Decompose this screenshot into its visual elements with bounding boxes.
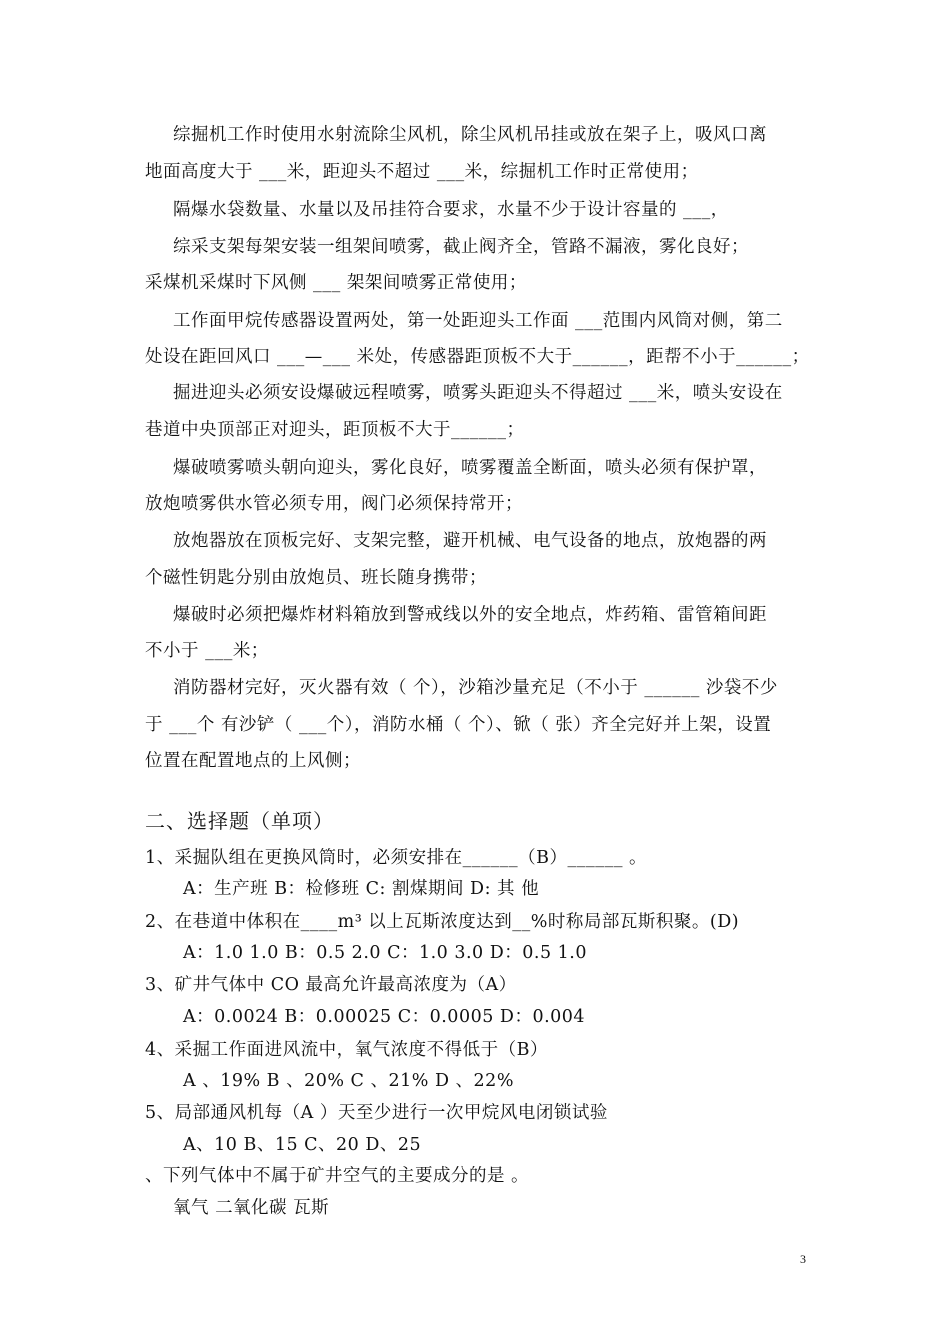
paragraph-line-3: 隔爆水袋数量、水量以及吊挂符合要求，水量不少于设计容量的 ___， <box>173 200 729 220</box>
paragraph-line-6: 工作面甲烷传感器设置两处，第一处距迎头工作面 ___范围内风筒对侧，第二 <box>173 311 783 331</box>
paragraph-line-4: 综采支架每架安装一组架间喷雾，截止阀齐全，管路不漏液，雾化良好； <box>173 237 749 257</box>
paragraph-line-17: 于 ___个 有沙铲（ ___个），消防水桶（ 个）、锨（ 张）齐全完好并上架，设置 <box>145 715 772 735</box>
question-2-options: A：1.0 1.0 B：0.5 2.0 C：1.0 3.0 D：0.5 1.0 <box>183 943 588 963</box>
question-5-options: A、10 B、15 C、20 D、25 <box>183 1135 422 1155</box>
question-1-options: A：生产班 B：检修班 C: 割煤期间 D: 其 他 <box>183 879 540 899</box>
question-4-options: A 、19% B 、20% C 、21% D 、22% <box>183 1071 514 1091</box>
paragraph-line-18: 位置在配置地点的上风侧； <box>145 751 361 771</box>
section-title: 二、选择题（单项） <box>145 809 334 833</box>
question-1: 1、采掘队组在更换风筒时，必须安排在______（B）______ 。 <box>145 848 648 868</box>
paragraph-line-2: 地面高度大于 ___米，距迎头不超过 ___米，综掘机工作时正常使用； <box>145 162 699 182</box>
question-6: 、下列气体中不属于矿井空气的主要成分的是 。 <box>145 1166 530 1186</box>
paragraph-line-1: 综掘机工作时使用水射流除尘风机，除尘风机吊挂或放在架子上，吸风口离 <box>173 125 767 145</box>
question-2: 2、在巷道中体积在____m³ 以上瓦斯浓度达到__%时称局部瓦斯积聚。(D) <box>145 912 740 932</box>
question-4: 4、采掘工作面进风流中，氧气浓度不得低于（B） <box>145 1040 548 1060</box>
paragraph-line-5: 采煤机采煤时下风侧 ___ 架架间喷雾正常使用； <box>145 273 527 293</box>
paragraph-line-10: 爆破喷雾喷头朝向迎头，雾化良好，喷雾覆盖全断面，喷头必须有保护罩， <box>173 458 767 478</box>
paragraph-line-12: 放炮器放在顶板完好、支架完整，避开机械、电气设备的地点，放炮器的两 <box>173 531 767 551</box>
paragraph-line-16: 消防器材完好，灭火器有效（ 个），沙箱沙量充足（不小于 ______ 沙袋不少 <box>173 678 778 698</box>
paragraph-line-11: 放炮喷雾供水管必须专用，阀门必须保持常开； <box>145 494 523 514</box>
paragraph-line-14: 爆破时必须把爆炸材料箱放到警戒线以外的安全地点，炸药箱、雷管箱间距 <box>173 605 767 625</box>
paragraph-line-15: 不小于 ___米； <box>145 641 269 661</box>
question-5: 5、局部通风机每（A ）天至少进行一次甲烷风电闭锁试验 <box>145 1103 608 1123</box>
paragraph-line-9: 巷道中央顶部正对迎头，距顶板不大于______； <box>145 420 525 440</box>
question-3: 3、矿井气体中 CO 最高允许最高浓度为（A） <box>145 975 517 995</box>
page-number: 3 <box>800 1252 806 1266</box>
paragraph-line-8: 掘进迎头必须安设爆破远程喷雾，喷雾头距迎头不得超过 ___米，喷头安设在 <box>173 383 783 403</box>
paragraph-line-7: 处设在距回风口 ___—___ 米处，传感器距顶板不大于______，距帮不小于______； <box>145 347 810 367</box>
question-6-options: 氧气 二氧化碳 瓦斯 <box>173 1198 330 1218</box>
paragraph-line-13: 个磁性钥匙分别由放炮员、班长随身携带； <box>145 568 487 588</box>
question-3-options: A：0.0024 B：0.00025 C：0.0005 D：0.004 <box>183 1007 586 1027</box>
